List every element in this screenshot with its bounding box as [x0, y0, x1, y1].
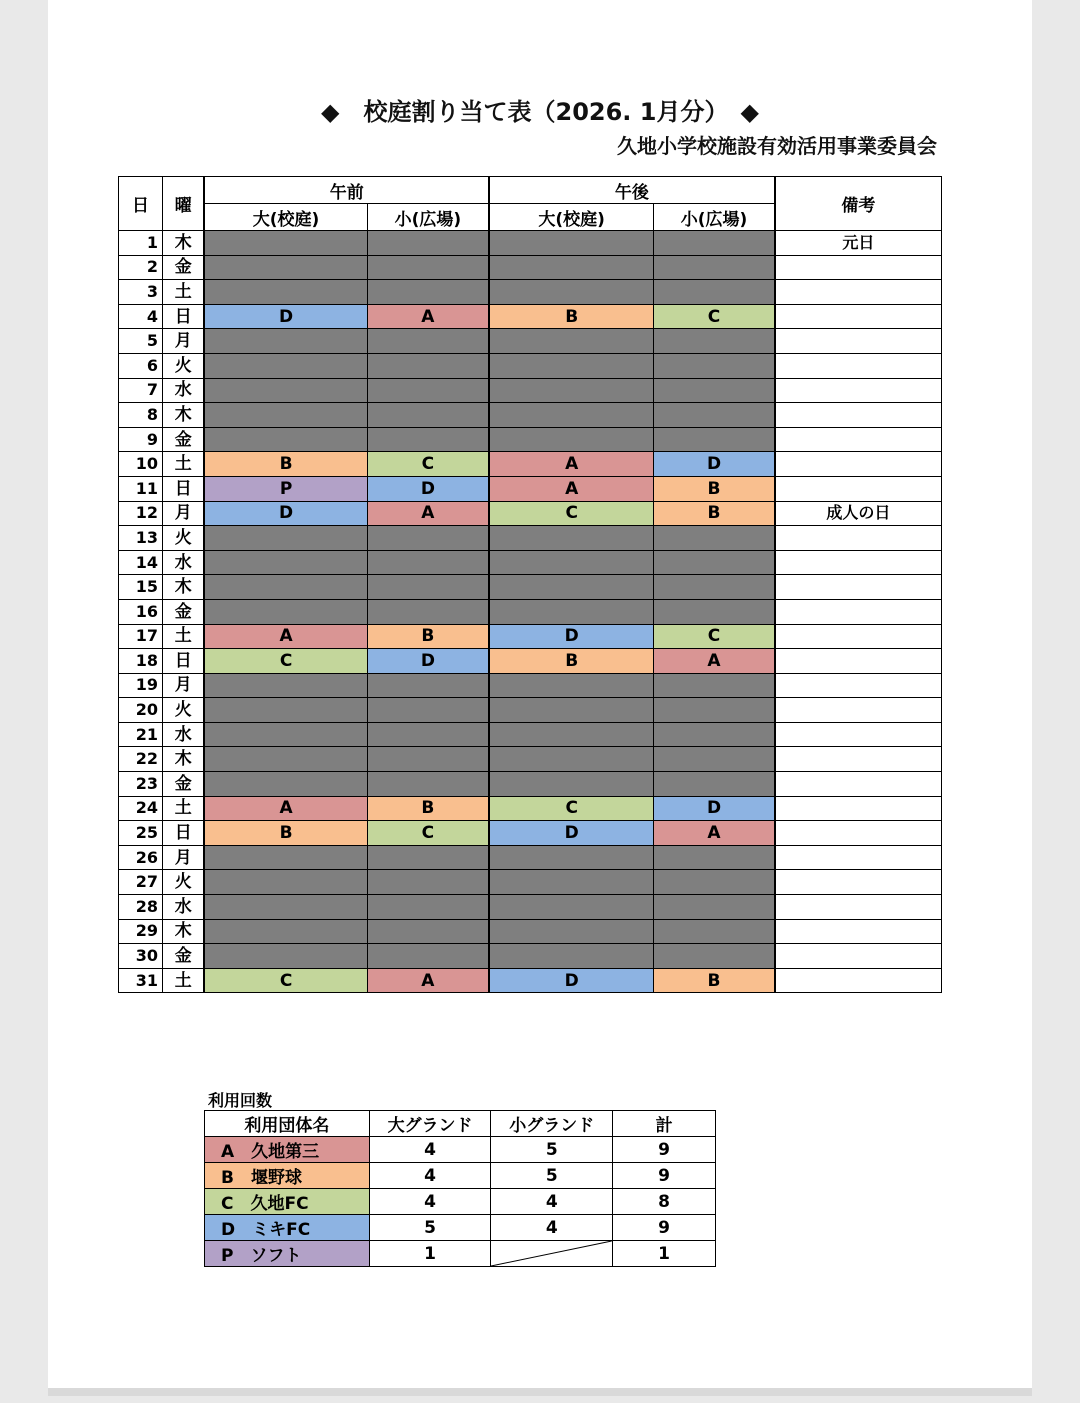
slot-pm-s	[654, 427, 775, 452]
schedule-row	[119, 501, 942, 526]
slot-am-s	[367, 747, 489, 772]
slot-pm-s: D	[654, 796, 775, 821]
schedule-row	[119, 747, 942, 772]
note-cell	[775, 722, 942, 747]
slot-pm-s: A	[654, 821, 775, 846]
header-pm-large: 大(校庭)	[489, 204, 654, 231]
note-cell	[775, 427, 942, 452]
weekday: 水	[162, 722, 204, 747]
note-cell	[775, 304, 942, 329]
day-number: 5	[119, 329, 163, 354]
usage-large: 4	[369, 1137, 491, 1163]
schedule-row	[119, 895, 942, 920]
slot-am-s: D	[367, 649, 489, 674]
weekday: 木	[162, 747, 204, 772]
page-edge	[48, 1388, 1032, 1396]
slot-am-s: A	[367, 968, 489, 993]
slot-pm-l: C	[489, 796, 654, 821]
slot-pm-s	[654, 673, 775, 698]
day-number: 30	[119, 944, 163, 969]
slot-pm-l: C	[489, 501, 654, 526]
weekday: 火	[162, 870, 204, 895]
note-cell	[775, 476, 942, 501]
slot-pm-s	[654, 845, 775, 870]
slot-pm-s	[654, 353, 775, 378]
usage-header-total: 計	[613, 1111, 716, 1137]
day-number: 11	[119, 476, 163, 501]
weekday: 木	[162, 919, 204, 944]
slot-pm-s: B	[654, 501, 775, 526]
slot-am-l	[204, 403, 367, 428]
schedule-row	[119, 698, 942, 723]
slot-am-s: A	[367, 501, 489, 526]
slot-pm-l	[489, 599, 654, 624]
slot-am-l	[204, 895, 367, 920]
weekday: 金	[162, 427, 204, 452]
slot-pm-l	[489, 231, 654, 256]
slot-am-l	[204, 599, 367, 624]
slot-am-s: B	[367, 796, 489, 821]
header-pm-small: 小(広場)	[654, 204, 775, 231]
weekday: 日	[162, 476, 204, 501]
note-cell	[775, 673, 942, 698]
slot-pm-s	[654, 255, 775, 280]
slot-pm-l: D	[489, 624, 654, 649]
day-number: 7	[119, 378, 163, 403]
weekday: 木	[162, 575, 204, 600]
day-number: 13	[119, 526, 163, 551]
slot-am-l	[204, 255, 367, 280]
slot-pm-s	[654, 526, 775, 551]
weekday: 日	[162, 821, 204, 846]
schedule-row	[119, 649, 942, 674]
schedule-row	[119, 378, 942, 403]
slot-pm-s	[654, 378, 775, 403]
usage-small: 5	[491, 1163, 613, 1189]
weekday: 土	[162, 280, 204, 305]
note-cell	[775, 575, 942, 600]
slot-pm-l	[489, 870, 654, 895]
day-number: 19	[119, 673, 163, 698]
slot-am-l	[204, 378, 367, 403]
slot-pm-l	[489, 255, 654, 280]
day-number: 14	[119, 550, 163, 575]
schedule-row	[119, 255, 942, 280]
slot-am-s	[367, 599, 489, 624]
slot-pm-l	[489, 403, 654, 428]
day-number: 16	[119, 599, 163, 624]
usage-title: 利用回数	[208, 1091, 273, 1110]
slot-am-l	[204, 231, 367, 256]
usage-large: 5	[369, 1215, 491, 1241]
note-cell	[775, 747, 942, 772]
note-cell	[775, 526, 942, 551]
slot-pm-s: B	[654, 968, 775, 993]
weekday: 金	[162, 944, 204, 969]
slot-pm-s: C	[654, 304, 775, 329]
weekday: 火	[162, 353, 204, 378]
usage-row	[205, 1215, 716, 1241]
schedule-row	[119, 968, 942, 993]
slot-am-s	[367, 722, 489, 747]
note-cell	[775, 550, 942, 575]
slot-am-l	[204, 845, 367, 870]
weekday: 土	[162, 624, 204, 649]
note-cell: 元日	[775, 231, 942, 256]
note-cell	[775, 895, 942, 920]
day-number: 1	[119, 231, 163, 256]
weekday: 水	[162, 378, 204, 403]
day-number: 27	[119, 870, 163, 895]
slot-pm-s: D	[654, 452, 775, 477]
slot-am-l: C	[204, 968, 367, 993]
slot-pm-s	[654, 698, 775, 723]
slot-am-s	[367, 353, 489, 378]
weekday: 水	[162, 895, 204, 920]
weekday: 金	[162, 599, 204, 624]
slot-pm-l	[489, 427, 654, 452]
schedule-row	[119, 353, 942, 378]
slot-am-s	[367, 378, 489, 403]
schedule-row	[119, 329, 942, 354]
slot-pm-s	[654, 919, 775, 944]
slot-pm-l	[489, 575, 654, 600]
schedule-table	[118, 176, 942, 993]
day-number: 10	[119, 452, 163, 477]
weekday: 月	[162, 329, 204, 354]
header-weekday: 曜	[162, 177, 204, 231]
slot-pm-s	[654, 870, 775, 895]
slot-am-l	[204, 747, 367, 772]
slot-am-s	[367, 255, 489, 280]
slot-am-s	[367, 427, 489, 452]
slot-pm-s	[654, 747, 775, 772]
note-cell: 成人の日	[775, 501, 942, 526]
usage-row	[205, 1241, 716, 1267]
slot-am-l	[204, 698, 367, 723]
usage-row	[205, 1163, 716, 1189]
header-pm: 午後	[489, 177, 775, 204]
slot-pm-s	[654, 231, 775, 256]
slot-pm-l	[489, 895, 654, 920]
weekday: 月	[162, 673, 204, 698]
usage-small: 5	[491, 1137, 613, 1163]
usage-group-name: C 久地FC	[205, 1189, 370, 1215]
slot-am-s	[367, 526, 489, 551]
slot-am-s: B	[367, 624, 489, 649]
weekday: 金	[162, 255, 204, 280]
day-number: 22	[119, 747, 163, 772]
schedule-row	[119, 624, 942, 649]
usage-group-name: D ミキFC	[205, 1215, 370, 1241]
slot-pm-l	[489, 526, 654, 551]
day-number: 6	[119, 353, 163, 378]
slot-am-l	[204, 353, 367, 378]
note-cell	[775, 870, 942, 895]
slot-am-l: B	[204, 821, 367, 846]
slot-am-l: D	[204, 501, 367, 526]
note-cell	[775, 944, 942, 969]
note-cell	[775, 280, 942, 305]
slot-am-s	[367, 919, 489, 944]
note-cell	[775, 796, 942, 821]
note-cell	[775, 255, 942, 280]
usage-table	[204, 1110, 716, 1267]
usage-group-name: A 久地第三	[205, 1137, 370, 1163]
usage-row	[205, 1137, 716, 1163]
note-cell	[775, 329, 942, 354]
slot-am-s: C	[367, 452, 489, 477]
weekday: 木	[162, 403, 204, 428]
slot-am-s	[367, 698, 489, 723]
slot-am-s: D	[367, 476, 489, 501]
usage-row	[205, 1189, 716, 1215]
note-cell	[775, 968, 942, 993]
note-cell	[775, 452, 942, 477]
day-number: 29	[119, 919, 163, 944]
slot-am-l: D	[204, 304, 367, 329]
weekday: 月	[162, 501, 204, 526]
note-cell	[775, 649, 942, 674]
page-title: ◆ 校庭割り当て表（2026. 1月分） ◆	[321, 98, 759, 126]
slot-pm-s	[654, 944, 775, 969]
schedule-row	[119, 526, 942, 551]
slot-pm-l: B	[489, 649, 654, 674]
usage-total: 9	[613, 1137, 716, 1163]
slot-am-l	[204, 919, 367, 944]
day-number: 25	[119, 821, 163, 846]
weekday: 土	[162, 452, 204, 477]
slot-am-s	[367, 329, 489, 354]
slot-am-l: A	[204, 796, 367, 821]
day-number: 18	[119, 649, 163, 674]
note-cell	[775, 378, 942, 403]
schedule-row	[119, 722, 942, 747]
schedule-row	[119, 575, 942, 600]
schedule-row	[119, 280, 942, 305]
day-number: 2	[119, 255, 163, 280]
day-number: 24	[119, 796, 163, 821]
schedule-row	[119, 427, 942, 452]
slot-pm-s	[654, 575, 775, 600]
slot-am-l	[204, 870, 367, 895]
schedule-row	[119, 944, 942, 969]
header-am: 午前	[204, 177, 489, 204]
schedule-row	[119, 796, 942, 821]
slot-am-s	[367, 870, 489, 895]
day-number: 12	[119, 501, 163, 526]
slot-am-l	[204, 526, 367, 551]
slot-am-l: C	[204, 649, 367, 674]
slot-pm-l: D	[489, 821, 654, 846]
slot-am-l	[204, 673, 367, 698]
usage-total: 9	[613, 1215, 716, 1241]
note-cell	[775, 845, 942, 870]
slot-pm-s	[654, 895, 775, 920]
day-number: 17	[119, 624, 163, 649]
slot-pm-l: B	[489, 304, 654, 329]
slot-pm-l	[489, 353, 654, 378]
slot-am-s	[367, 231, 489, 256]
slot-pm-l	[489, 329, 654, 354]
slot-am-l	[204, 944, 367, 969]
slot-pm-l	[489, 772, 654, 797]
usage-header-small: 小グランド	[491, 1111, 613, 1137]
slot-pm-l	[489, 280, 654, 305]
note-cell	[775, 772, 942, 797]
header-am-small: 小(広場)	[367, 204, 489, 231]
header-notes: 備考	[775, 177, 942, 231]
schedule-row	[119, 304, 942, 329]
slot-am-s	[367, 280, 489, 305]
note-cell	[775, 353, 942, 378]
schedule-row	[119, 599, 942, 624]
schedule-row	[119, 231, 942, 256]
slot-pm-s: B	[654, 476, 775, 501]
weekday: 木	[162, 231, 204, 256]
slot-am-l	[204, 772, 367, 797]
slot-pm-s	[654, 599, 775, 624]
page-subtitle: 久地小学校施設有効活用事業委員会	[617, 134, 937, 158]
weekday: 月	[162, 845, 204, 870]
diagonal-line-icon	[491, 1241, 612, 1266]
note-cell	[775, 403, 942, 428]
slot-am-l: P	[204, 476, 367, 501]
slot-am-l	[204, 329, 367, 354]
slot-pm-l	[489, 919, 654, 944]
usage-total: 9	[613, 1163, 716, 1189]
slot-pm-s	[654, 403, 775, 428]
usage-small: 4	[491, 1189, 613, 1215]
schedule-row	[119, 845, 942, 870]
usage-total: 8	[613, 1189, 716, 1215]
usage-large: 1	[369, 1241, 491, 1267]
weekday: 水	[162, 550, 204, 575]
header-day: 日	[119, 177, 163, 231]
schedule-row	[119, 673, 942, 698]
note-cell	[775, 919, 942, 944]
slot-am-l	[204, 550, 367, 575]
slot-pm-l	[489, 747, 654, 772]
usage-total: 1	[613, 1241, 716, 1267]
slot-am-s	[367, 575, 489, 600]
usage-group-name: B 堰野球	[205, 1163, 370, 1189]
slot-pm-l	[489, 698, 654, 723]
note-cell	[775, 698, 942, 723]
slot-pm-l	[489, 378, 654, 403]
slot-pm-l	[489, 673, 654, 698]
slot-pm-s	[654, 329, 775, 354]
slot-pm-l: A	[489, 452, 654, 477]
day-number: 8	[119, 403, 163, 428]
slot-pm-l	[489, 845, 654, 870]
slot-pm-l	[489, 550, 654, 575]
slot-am-l	[204, 280, 367, 305]
slot-pm-s: C	[654, 624, 775, 649]
schedule-row	[119, 476, 942, 501]
weekday: 日	[162, 649, 204, 674]
usage-header-large: 大グランド	[369, 1111, 491, 1137]
weekday: 土	[162, 796, 204, 821]
slot-am-s	[367, 403, 489, 428]
schedule-row	[119, 403, 942, 428]
usage-header-group: 利用団体名	[205, 1111, 370, 1137]
usage-small: 4	[491, 1215, 613, 1241]
slot-pm-s	[654, 772, 775, 797]
day-number: 31	[119, 968, 163, 993]
usage-small-na	[491, 1241, 613, 1267]
day-number: 3	[119, 280, 163, 305]
day-number: 15	[119, 575, 163, 600]
slot-pm-l	[489, 722, 654, 747]
weekday: 火	[162, 698, 204, 723]
slot-am-s	[367, 845, 489, 870]
weekday: 金	[162, 772, 204, 797]
day-number: 9	[119, 427, 163, 452]
day-number: 26	[119, 845, 163, 870]
slot-am-s	[367, 550, 489, 575]
slot-am-s	[367, 673, 489, 698]
slot-pm-s	[654, 280, 775, 305]
usage-group-name: P ソフト	[205, 1241, 370, 1267]
slot-am-s	[367, 772, 489, 797]
slot-am-s: A	[367, 304, 489, 329]
day-number: 23	[119, 772, 163, 797]
slot-pm-s	[654, 550, 775, 575]
day-number: 20	[119, 698, 163, 723]
weekday: 火	[162, 526, 204, 551]
weekday: 土	[162, 968, 204, 993]
slot-am-l	[204, 575, 367, 600]
slot-pm-l	[489, 944, 654, 969]
header-am-large: 大(校庭)	[204, 204, 367, 231]
note-cell	[775, 821, 942, 846]
schedule-row	[119, 452, 942, 477]
slot-am-l: B	[204, 452, 367, 477]
slot-am-l	[204, 722, 367, 747]
note-cell	[775, 624, 942, 649]
slot-pm-l: A	[489, 476, 654, 501]
schedule-row	[119, 870, 942, 895]
usage-large: 4	[369, 1163, 491, 1189]
slot-am-s: C	[367, 821, 489, 846]
schedule-row	[119, 821, 942, 846]
usage-large: 4	[369, 1189, 491, 1215]
slot-am-l	[204, 427, 367, 452]
slot-am-s	[367, 944, 489, 969]
schedule-row	[119, 919, 942, 944]
slot-pm-s: A	[654, 649, 775, 674]
day-number: 21	[119, 722, 163, 747]
schedule-row	[119, 550, 942, 575]
day-number: 4	[119, 304, 163, 329]
note-cell	[775, 599, 942, 624]
day-number: 28	[119, 895, 163, 920]
slot-am-s	[367, 895, 489, 920]
weekday: 日	[162, 304, 204, 329]
slot-am-l: A	[204, 624, 367, 649]
slot-pm-l: D	[489, 968, 654, 993]
slot-pm-s	[654, 722, 775, 747]
schedule-row	[119, 772, 942, 797]
